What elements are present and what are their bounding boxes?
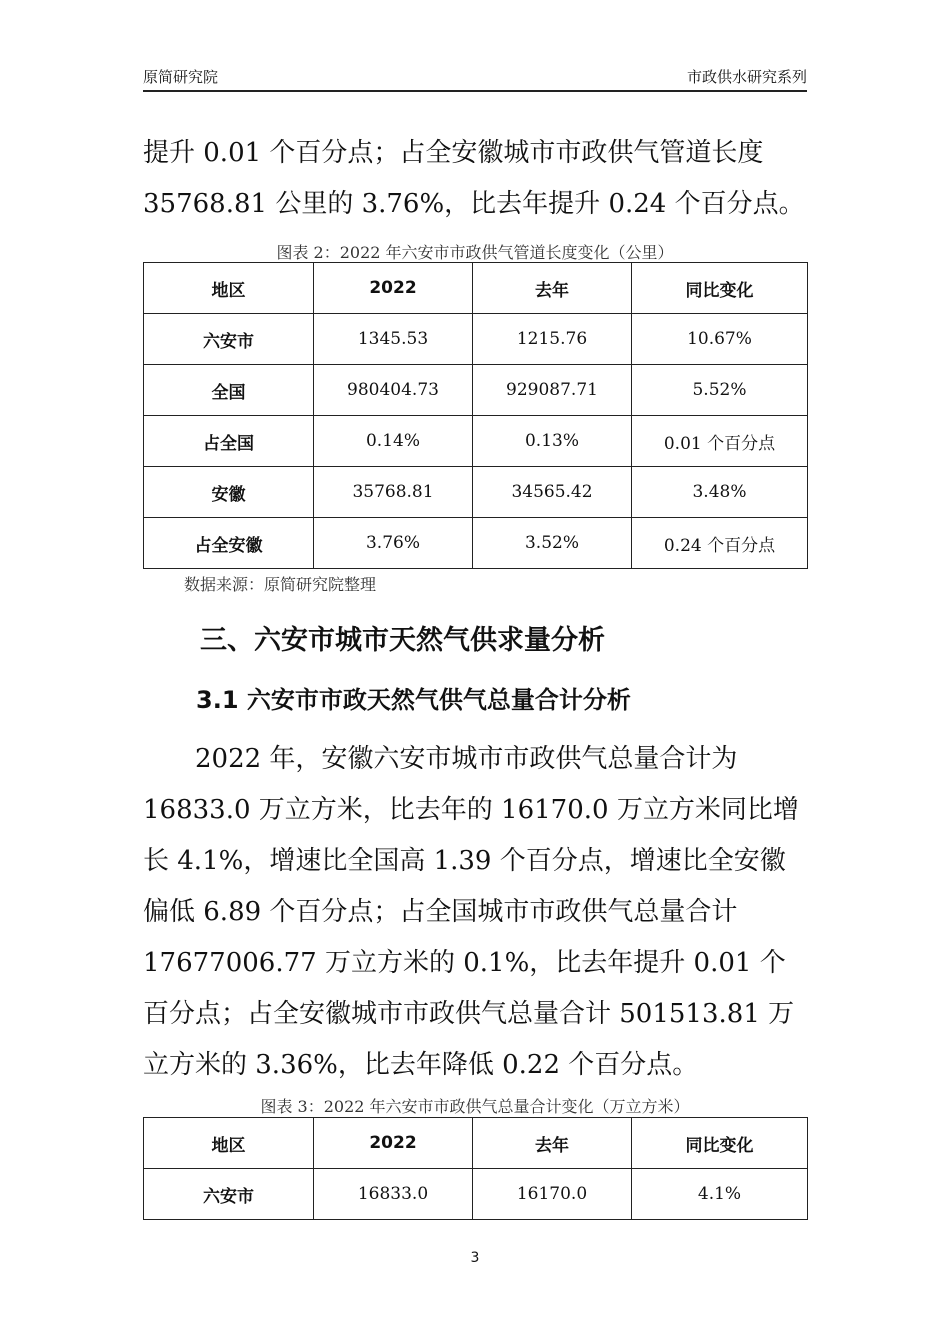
change-cell: 3.48% xyxy=(632,467,808,518)
section-heading: 三、六安市城市天然气供求量分析 xyxy=(200,625,605,656)
value-cell: 929087.71 xyxy=(473,365,632,416)
value-cell: 16833.0 xyxy=(314,1169,473,1220)
value-cell: 35768.81 xyxy=(314,467,473,518)
table-row xyxy=(144,314,808,365)
table3-caption: 图表 3：2022 年六安市市政供气总量合计变化（万立方米） xyxy=(260,1097,690,1116)
change-cell: 10.67% xyxy=(632,314,808,365)
table-row xyxy=(144,365,808,416)
change-cell: 0.01 个百分点 xyxy=(632,416,808,467)
page-header xyxy=(143,64,807,92)
header-cell: 2022 xyxy=(314,1118,473,1169)
change-cell: 0.24 个百分点 xyxy=(632,518,808,569)
table2-source: 数据来源：原简研究院整理 xyxy=(184,575,377,594)
change-cell: 5.52% xyxy=(632,365,808,416)
table-header-row xyxy=(144,1118,808,1169)
table-row xyxy=(144,1169,808,1220)
table2-caption: 图表 2：2022 年六安市市政供气管道长度变化（公里） xyxy=(276,243,674,262)
change-cell: 4.1% xyxy=(632,1169,808,1220)
region-cell: 占全国 xyxy=(144,416,314,467)
table-row xyxy=(144,518,808,569)
value-cell: 0.14% xyxy=(314,416,473,467)
region-cell: 六安市 xyxy=(144,1169,314,1220)
table2 xyxy=(143,262,808,569)
region-cell: 占全安徽 xyxy=(144,518,314,569)
table3 xyxy=(143,1117,808,1220)
header-cell: 同比变化 xyxy=(632,263,808,314)
header-cell: 地区 xyxy=(144,1118,314,1169)
table-header-row xyxy=(144,263,808,314)
value-cell: 16170.0 xyxy=(473,1169,632,1220)
intro-paragraph: 提升 0.01 个百分点；占全安徽城市市政供气管道长度 35768.81 公里的 3.76%，比去年提升 0.24 个百分点。 xyxy=(143,138,805,219)
value-cell: 1215.76 xyxy=(473,314,632,365)
header-cell: 2022 xyxy=(314,263,473,314)
header-org-name: 原简研究院 xyxy=(143,68,219,86)
table-row xyxy=(144,467,808,518)
body-paragraph: 2022 年，安徽六安市城市市政供气总量合计为 16833.0 万立方米，比去年的 16170.0 万立方米同比增长 4.1%，增速比全国高 1.39 个百分点，增速比全安徽偏低 6.89 个百分点；占全国城市市政供气总量合计 17677006.77 万立方米的 0.1%，比去年提升 0.01 个百分点；占全安徽城市市政供气总量合计 501513.81 万立方米的 3.36%，比去年降低 0.22 个百分点。 xyxy=(143,744,799,1080)
header-cell: 同比变化 xyxy=(632,1118,808,1169)
value-cell: 34565.42 xyxy=(473,467,632,518)
value-cell: 980404.73 xyxy=(314,365,473,416)
page-number: 3 xyxy=(470,1250,480,1266)
header-cell: 去年 xyxy=(473,263,632,314)
value-cell: 0.13% xyxy=(473,416,632,467)
region-cell: 全国 xyxy=(144,365,314,416)
value-cell: 3.76% xyxy=(314,518,473,569)
region-cell: 安徽 xyxy=(144,467,314,518)
value-cell: 1345.53 xyxy=(314,314,473,365)
header-cell: 地区 xyxy=(144,263,314,314)
value-cell: 3.52% xyxy=(473,518,632,569)
header-cell: 去年 xyxy=(473,1118,632,1169)
table-row xyxy=(144,416,808,467)
header-series-name: 市政供水研究系列 xyxy=(686,68,807,86)
subsection-heading: 3.1 六安市市政天然气供气总量合计分析 xyxy=(196,686,631,714)
region-cell: 六安市 xyxy=(144,314,314,365)
